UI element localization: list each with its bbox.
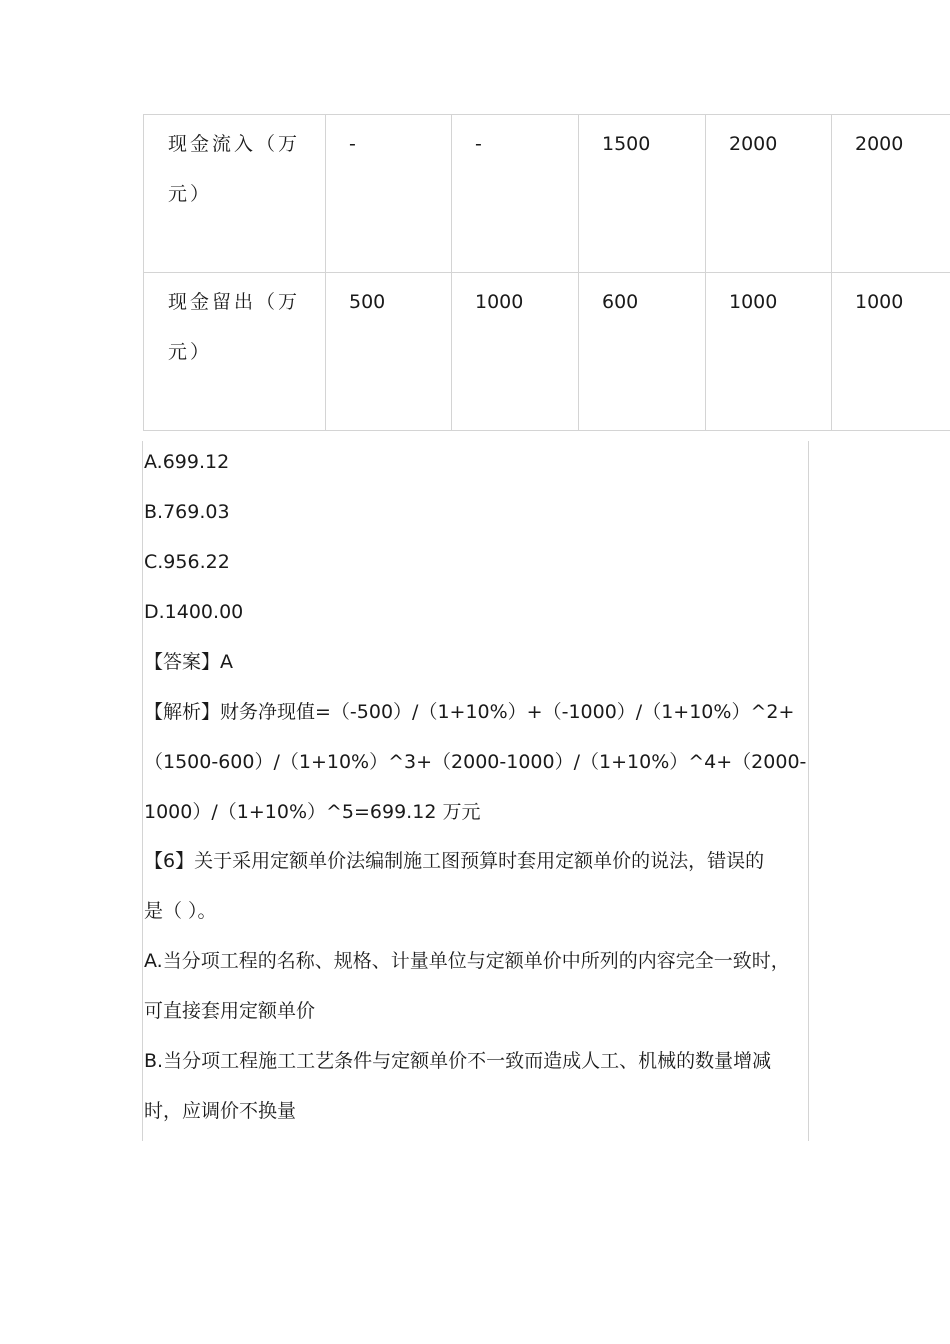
row-label-line: 元） <box>168 341 213 363</box>
table-cell: 1500 <box>579 115 706 273</box>
analysis-line: 【解析】财务净现值=（-500）/（1+10%）+（-1000）/（1+10%）^2+ <box>144 701 795 723</box>
table-cell: 2000 <box>706 115 832 273</box>
row-label <box>144 115 326 273</box>
option-b: B.769.03 <box>144 501 230 523</box>
answer-label: 【答案】A <box>144 651 233 673</box>
option-b: 时，应调价不换量 <box>144 1100 297 1122</box>
option-b: B.当分项工程施工工艺条件与定额单价不一致而造成人工、机械的数量增减 <box>144 1050 772 1072</box>
table-cell: - <box>326 115 452 273</box>
table-cell: 1000 <box>832 273 950 431</box>
question-stem: 是（ ）。 <box>144 900 217 922</box>
option-a: A.当分项工程的名称、规格、计量单位与定额单价中所列的内容完全一致时， <box>144 950 790 972</box>
table-cell: 1000 <box>706 273 832 431</box>
option-d: D.1400.00 <box>144 601 244 623</box>
text-frame <box>142 441 809 1141</box>
question-stem: 【6】关于采用定额单价法编制施工图预算时套用定额单价的说法，错误的 <box>144 850 765 872</box>
analysis-line: 1000）/（1+10%）^5=699.12 万元 <box>144 801 481 823</box>
table-cell: 600 <box>579 273 706 431</box>
table-cell: 2000 <box>832 115 950 273</box>
option-a: 可直接套用定额单价 <box>144 1000 316 1022</box>
table-row <box>144 273 950 431</box>
table-cell: 1000 <box>452 273 579 431</box>
option-a: A.699.12 <box>144 451 230 473</box>
option-c: C.956.22 <box>144 551 230 573</box>
row-label-line: 元） <box>168 183 213 205</box>
table-cell: 500 <box>326 273 452 431</box>
row-label <box>144 273 326 431</box>
table-row <box>144 115 950 273</box>
analysis-line: （1500-600）/（1+10%）^3+（2000-1000）/（1+10%）^4+（2000- <box>144 751 807 773</box>
cash-flow-table <box>143 114 950 431</box>
row-label-line: 现金留出（万 <box>168 291 301 313</box>
table-cell: - <box>452 115 579 273</box>
row-label-line: 现金流入（万 <box>168 133 301 155</box>
